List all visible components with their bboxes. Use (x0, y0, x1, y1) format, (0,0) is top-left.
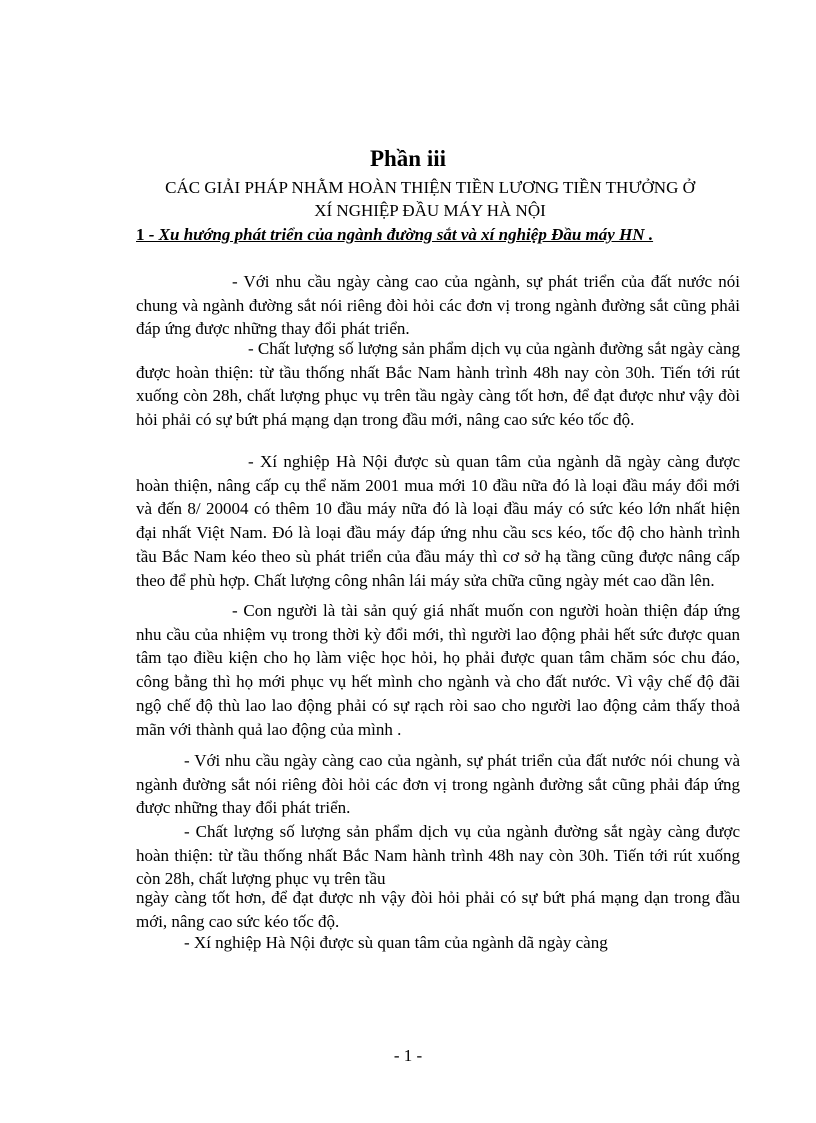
paragraph-3: - Xí nghiệp Hà Nội được sù quan tâm của ngành dã ngày càng được hoàn thiện, nâng cấp cụ thể năm 2001 mua mới 10 đầu nữa đó là loại đầu máy đổi mới và đến 8/ 20004 có thêm 10 đầu máy nữa đó là loại đầu máy có sức kéo lớn nhất hiện đại nhất Việt Nam. Đó là loại đầu máy đáp ứng nhu cầu scs kéo, tốc độ cho hành trình tầu Bắc Nam kéo theo sù phát triển của đầu máy thì cơ sở hạ tầng cũng được nâng cấp theo để phù hợp. Chất lượng công nhân lái máy sửa chữa cũng ngày mét cao dần lên. (136, 452, 740, 590)
page-title: Phần iii (369, 146, 447, 171)
paragraph-1: - Với nhu cầu ngày càng cao của ngành, sự phát triển của đất nước nói chung và ngành đường sắt nói riêng đòi hỏi các đơn vị trong ngành đường sắt cũng phải đáp ứng được những thay đổi phát triển. (136, 272, 740, 339)
section-heading-text: - Xu hướng phát triển của ngành đường sắt và xí nghiệp Đầu máy HN . (144, 225, 654, 244)
paragraph-6: - Chất lượng số lượng sản phẩm dịch vụ của ngành đường sắt ngày càng được hoàn thiện: từ tầu thống nhất Bắc Nam hành trình 48h nay còn 30h. Tiến tới rút xuống còn 28h, chất lượng phục vụ trên tầu (136, 822, 740, 889)
paragraph-7-start: - Xí nghiệp Hà Nội được sù quan tâm của ngành dã ngày càng (184, 933, 608, 952)
page-number: - 1 - (393, 1046, 423, 1065)
paragraph-5: - Với nhu cầu ngày càng cao của ngành, sự phát triển của đất nước nói chung và ngành đường sắt nói riêng đòi hỏi các đơn vị trong ngành đường sắt cũng phải đáp ứng được những thay đổi phát triển. (136, 751, 740, 818)
subtitle-line-1: CÁC GIẢI PHÁP NHẰM HOÀN THIỆN TIỀN LƯƠNG TIỀN THƯỞNG Ở (165, 178, 695, 197)
paragraph-6-continuation: ngày càng tốt hơn, để đạt được nh vậy đòi hỏi phải có sự bứt phá mạng dạn trong đầu mới, nâng cao sức kéo tốc độ. (136, 888, 740, 931)
paragraph-4: - Con người là tài sản quý giá nhất muốn con người hoàn thiện đáp ứng nhu cầu của nhiệm vụ trong thời kỳ đổi mới, thì người lao động phải hết sức được quan tâm tạo điều kiện cho họ làm việc học hỏi, họ phải được quan tâm chăm sóc chu đáo, công bằng thì họ mới phục vụ hết mình cho ngành và cho đất nước. Vì vậy chế độ đãi ngộ chế độ thù lao lao động phải có sự rạch ròi sao cho người lao động cảm thấy thoả mãn với thành quả lao động của mình . (136, 601, 740, 739)
subtitle-line-2: XÍ NGHIỆP ĐẦU MÁY HÀ NỘI (314, 201, 546, 220)
section-heading (136, 224, 740, 246)
paragraph-2: - Chất lượng số lượng sản phẩm dịch vụ của ngành đường sắt ngày càng được hoàn thiện: từ tầu thống nhất Bắc Nam hành trình 48h nay còn 30h. Tiến tới rút xuống còn 28h, chất lượng phục vụ trên tầu ngày càng tốt hơn, để đạt được như vậy đòi hỏi phải có sự bứt phá mạng dạn trong đầu mới, nâng cao sức kéo tốc độ. (136, 339, 740, 430)
section-number: 1 (136, 225, 145, 244)
